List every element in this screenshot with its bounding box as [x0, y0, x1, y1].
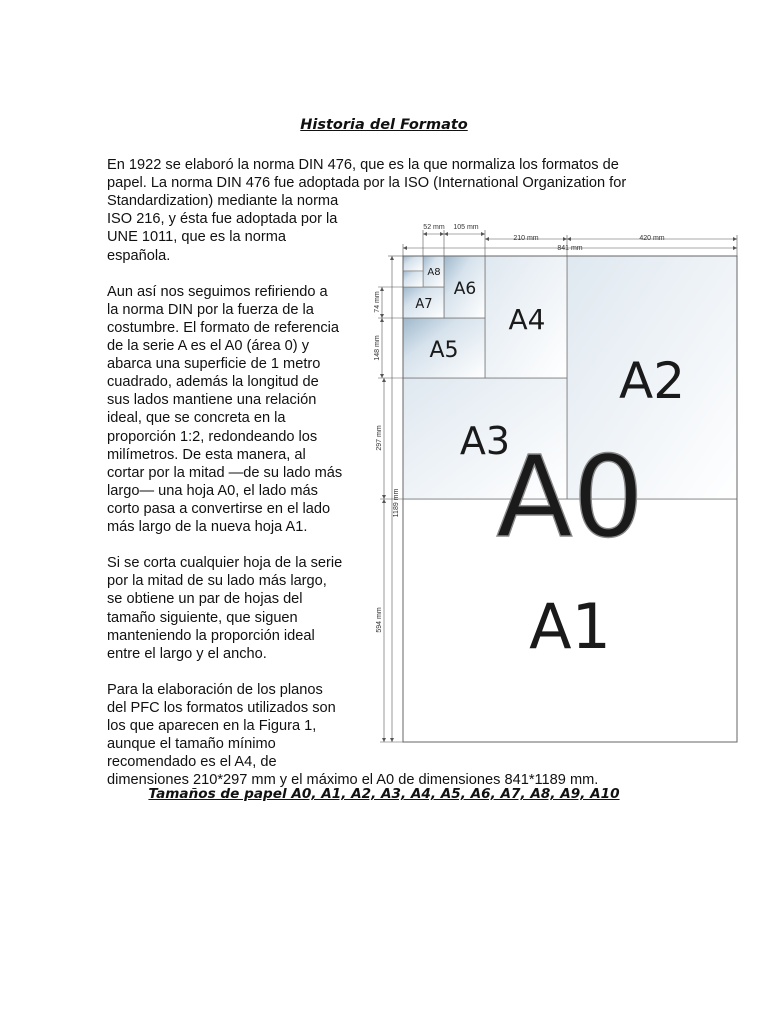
- dim-210mm: 210 mm: [513, 235, 539, 242]
- text-line: aunque el tamaño mínimo: [107, 736, 276, 753]
- dim-297mm: 297 mm: [376, 425, 383, 451]
- text-line: de la serie A es el A0 (área 0) y: [107, 338, 309, 354]
- dim-1189mm: 1189 mm: [393, 488, 400, 518]
- text-line: cuadrado, además la longitud de: [107, 374, 319, 391]
- text-line: Para la elaboración de los planos: [107, 681, 323, 698]
- text-line: ISO 216, y ésta fue adoptada por la: [107, 211, 338, 228]
- text-line: Aun así nos seguimos refiriendo a: [107, 283, 328, 300]
- text-line: sus lados mantiene una relación: [107, 392, 317, 409]
- label-a6: A6: [453, 279, 477, 299]
- sheet-a10: [403, 271, 423, 287]
- dim-841mm: 841 mm: [557, 245, 583, 252]
- text-line: En 1922 se elaboró la norma DIN 476, que es la que normaliza los formatos de: [107, 157, 619, 173]
- text-line: Standardization) mediante la norma: [107, 193, 339, 210]
- text-line: española.: [107, 247, 171, 264]
- text-line: entre el largo y el ancho.: [107, 645, 267, 662]
- dim-420mm: 420 mm: [639, 235, 665, 242]
- label-a8: A8: [427, 267, 441, 278]
- label-a3: A3: [459, 419, 511, 463]
- text-line: costumbre. El formato de referencia: [107, 319, 339, 336]
- label-a5: A5: [429, 338, 459, 363]
- text-line: ideal, que se concreta en la: [107, 410, 286, 427]
- text-line: recomendado es el A4, de: [107, 754, 277, 771]
- dim-105mm: 105 mm: [453, 224, 479, 231]
- paper-sizes-figure: [370, 218, 750, 748]
- text-line: cortar por la mitad —de su lado más: [107, 464, 343, 481]
- dim-148mm: 148 mm: [374, 335, 381, 361]
- dim-52mm: 52 mm: [423, 224, 445, 231]
- top-dimension-lines: [403, 230, 737, 256]
- paper-sizes-diagram: [370, 218, 750, 748]
- text-line: tamaño siguiente, que siguen: [107, 609, 298, 626]
- label-a2: A2: [618, 352, 686, 410]
- label-a0: A0: [496, 433, 644, 563]
- text-line: la norma DIN por la fuerza de la: [107, 301, 314, 318]
- text-line: Si se corta cualquier hoja de la serie: [107, 555, 343, 572]
- text-line: dimensiones 210*297 mm y el máximo el A0 de dimensiones 841*1189 mm.: [107, 772, 599, 789]
- dim-74mm: 74 mm: [374, 291, 381, 313]
- label-a4: A4: [508, 303, 546, 336]
- label-a1: A1: [529, 590, 611, 663]
- figure-caption: Tamaños de papel A0, A1, A2, A3, A4, A5, A6, A7, A8, A9, A10: [148, 786, 620, 802]
- text-line: del PFC los formatos utilizados son: [107, 700, 336, 716]
- text-line: UNE 1011, que es la norma: [107, 229, 287, 246]
- text-line: largo— una hoja A0, el lado más: [107, 482, 318, 499]
- label-a7: A7: [415, 297, 433, 312]
- page-title: Historia del Formato: [300, 117, 468, 133]
- text-line: los que aparecen en la Figura 1,: [107, 718, 317, 735]
- text-line: se obtiene un par de hojas del: [107, 591, 303, 608]
- text-line: corto pasa a convertirse en el lado: [107, 500, 331, 517]
- text-line: proporción 1:2, redondeando los: [107, 428, 318, 445]
- text-line: papel. La norma DIN 476 fue adoptada por la ISO (International Organization for: [107, 175, 627, 192]
- dim-594mm: 594 mm: [376, 607, 383, 633]
- text-line: milímetros. De esta manera, al: [107, 446, 306, 463]
- text-line: más largo de la nueva hoja A1.: [107, 519, 308, 535]
- text-line: abarca una superficie de 1 metro: [107, 356, 321, 373]
- sheet-a9: [403, 256, 423, 271]
- text-line: por la mitad de su lado más largo,: [107, 573, 327, 590]
- text-line: manteniendo la proporción ideal: [107, 627, 315, 644]
